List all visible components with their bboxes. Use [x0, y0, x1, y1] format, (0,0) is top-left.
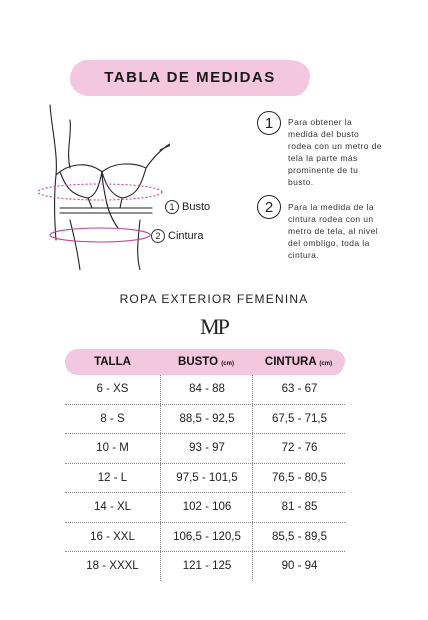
- talla-cell: 8 - S: [100, 412, 125, 425]
- busto-cell: 106,5 - 120,5: [160, 523, 253, 552]
- step-1-text: Para obtener la medida del busto rodea con un metro de tela la parte más prominente de tu busto.: [288, 117, 382, 187]
- step-2-text: Para la medida de la cintura rodea con un metro de tela, al nivel del ombligo, toda la cintura.: [288, 202, 378, 260]
- waist-number: 2: [151, 229, 165, 243]
- cintura-cell: 85,5 - 89,5: [252, 523, 346, 552]
- step-1-number: 1: [257, 111, 281, 135]
- talla-cell: 16 - XXL: [90, 530, 135, 543]
- header-talla: TALLA: [94, 356, 131, 368]
- header-busto: BUSTO (cm): [178, 356, 234, 368]
- talla-cell: 10 - M: [96, 442, 129, 454]
- busto-cell: 102 - 106: [160, 493, 253, 522]
- bust-label: [165, 200, 210, 214]
- table-row: [65, 552, 345, 581]
- bust-text: Busto: [182, 201, 211, 213]
- busto-cell: 97,5 - 101,5: [160, 464, 253, 493]
- size-table: [65, 349, 345, 581]
- header-cintura: CINTURA (cm): [264, 356, 333, 368]
- table-row: [65, 464, 345, 494]
- cintura-cell: 63 - 67: [252, 375, 346, 404]
- cintura-cell: 90 - 94: [252, 552, 346, 581]
- waist-text: Cintura: [168, 230, 204, 242]
- table-row: [65, 405, 345, 435]
- section-title: ROPA EXTERIOR FEMENINA: [119, 292, 309, 306]
- busto-cell: 121 - 125: [160, 552, 253, 581]
- table-row: [65, 493, 345, 523]
- cintura-cell: 76,5 - 80,5: [252, 464, 346, 493]
- talla-cell: 14 - XL: [93, 501, 132, 513]
- cintura-cell: 81 - 85: [252, 493, 346, 522]
- brand-logo: MP: [200, 314, 228, 339]
- table-row: [65, 375, 345, 405]
- table-row: [65, 434, 345, 464]
- busto-cell: 88,5 - 92,5: [160, 405, 253, 434]
- cintura-cell: 67,5 - 71,5: [252, 405, 346, 434]
- talla-cell: 18 - XXXL: [86, 560, 139, 572]
- bust-number: 1: [165, 200, 179, 214]
- step-2-number: 2: [257, 195, 281, 219]
- page-title: TABLA DE MEDIDAS: [104, 69, 276, 86]
- waist-label: [151, 229, 203, 243]
- busto-cell: 84 - 88: [160, 375, 253, 404]
- body-illustration-icon: [30, 100, 170, 270]
- table-row: [65, 523, 345, 553]
- cintura-cell: 72 - 76: [252, 434, 346, 463]
- talla-cell: 12 - L: [97, 471, 128, 484]
- busto-cell: 93 - 97: [160, 434, 253, 463]
- table-header: [65, 349, 345, 375]
- talla-cell: 6 - XS: [96, 383, 129, 395]
